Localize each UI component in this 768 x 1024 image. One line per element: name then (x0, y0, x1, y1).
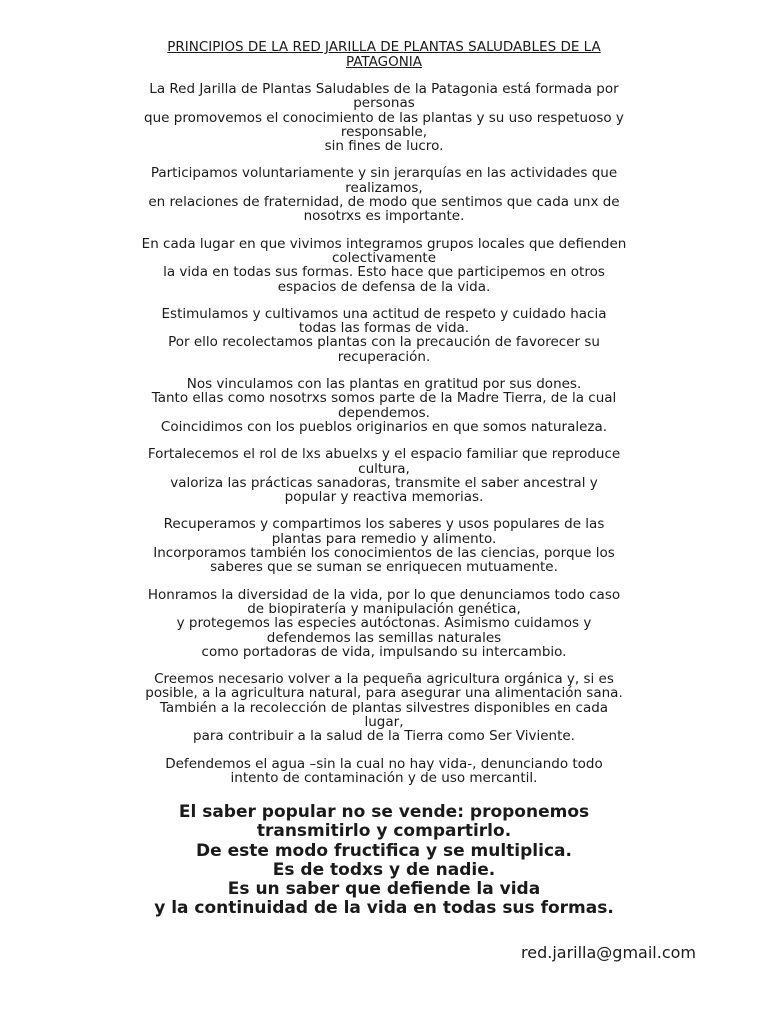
paragraph-line: en relaciones de fraternidad, de modo que sentimos que cada unx de (148, 194, 620, 211)
paragraph-line: que promovemos el conocimiento de las plantas y su uso respetuoso y (144, 109, 624, 126)
paragraph-gratitude (62, 377, 706, 434)
paragraph-line: La Red Jarilla de Plantas Saludables de la Patagonia está formada por (149, 81, 619, 97)
paragraph-line: En cada lugar en que vivimos integramos grupos locales que defienden (141, 235, 627, 252)
paragraph-line: popular y reactiva memorias. (284, 489, 484, 506)
paragraph-line: Nos vinculamos con las plantas en gratitud por sus dones. (186, 376, 582, 393)
paragraph-line: lugar, (364, 713, 404, 730)
contact-email: red.jarilla@gmail.com (521, 943, 696, 962)
paragraph-line: defendemos las semillas naturales (266, 629, 502, 646)
paragraph-line: Estimulamos y cultivamos una actitud de respeto y cuidado hacia (161, 305, 607, 322)
paragraph-line: espacios de defensa de la vida. (277, 278, 491, 295)
closing-line: Es un saber que defiende la vida (227, 878, 541, 899)
paragraph-line: como portadoras de vida, impulsando su intercambio. (201, 643, 567, 660)
paragraph-line: intento de contaminación y de uso mercantil. (230, 769, 538, 786)
closing-statement (62, 803, 706, 918)
closing-line: De este modo fructifica y se multiplica. (196, 840, 572, 861)
closing-line: El saber popular no se vende: proponemos (178, 802, 590, 823)
paragraph-line: saberes que se suman se enriquecen mutuamente. (210, 559, 558, 576)
paragraph-line: sin fines de lucro. (324, 138, 444, 155)
paragraph-line: Tanto ellas como nosotrxs somos parte de la Madre Tierra, de la cual (151, 390, 617, 407)
paragraph-line: Defendemos el agua –sin la cual no hay vida-, denunciando todo (165, 755, 603, 772)
paragraph-line: personas (353, 95, 415, 112)
paragraph-line: Incorporamos también los conocimientos de las ciencias, porque los (153, 545, 615, 562)
paragraph-line: Fortalecemos el rol de lxs abuelxs y el espacio familiar que reproduce (147, 446, 621, 463)
paragraph-diversity (62, 588, 706, 659)
paragraph-line: realizamos, (345, 179, 423, 196)
paragraph-line: valoriza las prácticas sanadoras, transmite el saber ancestral y (170, 474, 598, 491)
paragraph-line: para contribuir a la salud de la Tierra como Ser Viviente. (193, 728, 575, 745)
paragraph-line: de biopiratería y manipulación genética, (247, 600, 521, 617)
paragraph-line: y protegemos las especies autóctonas. Asimismo cuidamos y (176, 615, 592, 632)
paragraph-line: responsable, (340, 123, 428, 140)
paragraph-knowledge (62, 517, 706, 574)
paragraph-membership (62, 82, 706, 153)
paragraph-line: También a la recolección de plantas silvestres disponibles en cada (159, 699, 609, 716)
paragraph-line: plantas para remedio y alimento. (271, 530, 497, 547)
paragraph-line: nosotrxs es importante. (303, 208, 465, 225)
paragraph-line: Participamos voluntariamente y sin jerarquías en las actividades que (150, 165, 618, 182)
closing-line: transmitirlo y compartirlo. (256, 821, 512, 842)
closing-line: Es de todxs y de nadie. (272, 859, 496, 880)
paragraph-line: posible, a la agricultura natural, para asegurar una alimentación sana. (145, 685, 623, 702)
paragraph-agriculture (62, 672, 706, 743)
paragraph-participation (62, 166, 706, 223)
paragraph-line: todas las formas de vida. (298, 320, 470, 337)
document-title (62, 40, 706, 70)
paragraph-line: cultura, (358, 460, 410, 477)
paragraph-elders (62, 447, 706, 504)
paragraph-line: recuperación. (337, 348, 431, 365)
paragraph-respect (62, 307, 706, 364)
paragraph-local-groups (62, 237, 706, 294)
paragraph-line: dependemos. (338, 404, 430, 421)
paragraph-line: la vida en todas sus formas. Esto hace que participemos en otros (163, 264, 605, 281)
paragraph-line: Honramos la diversidad de la vida, por lo que denunciamos todo caso (147, 586, 621, 603)
paragraph-line: Por ello recolectamos plantas con la precaución de favorecer su (168, 334, 600, 351)
paragraph-water (62, 757, 706, 786)
title-line: PATAGONIA (345, 54, 423, 70)
paragraph-line: Recuperamos y compartimos los saberes y usos populares de las (163, 516, 605, 533)
closing-line: y la continuidad de la vida en todas sus formas. (154, 898, 614, 919)
paragraph-line: Coincidimos con los pueblos originarios en que somos naturaleza. (160, 418, 608, 435)
paragraph-line: Creemos necesario volver a la pequeña agricultura orgánica y, si es (154, 671, 614, 688)
title-line: PRINCIPIOS DE LA RED JARILLA DE PLANTAS SALUDABLES DE LA (167, 39, 601, 55)
paragraph-line: colectivamente (331, 249, 437, 266)
